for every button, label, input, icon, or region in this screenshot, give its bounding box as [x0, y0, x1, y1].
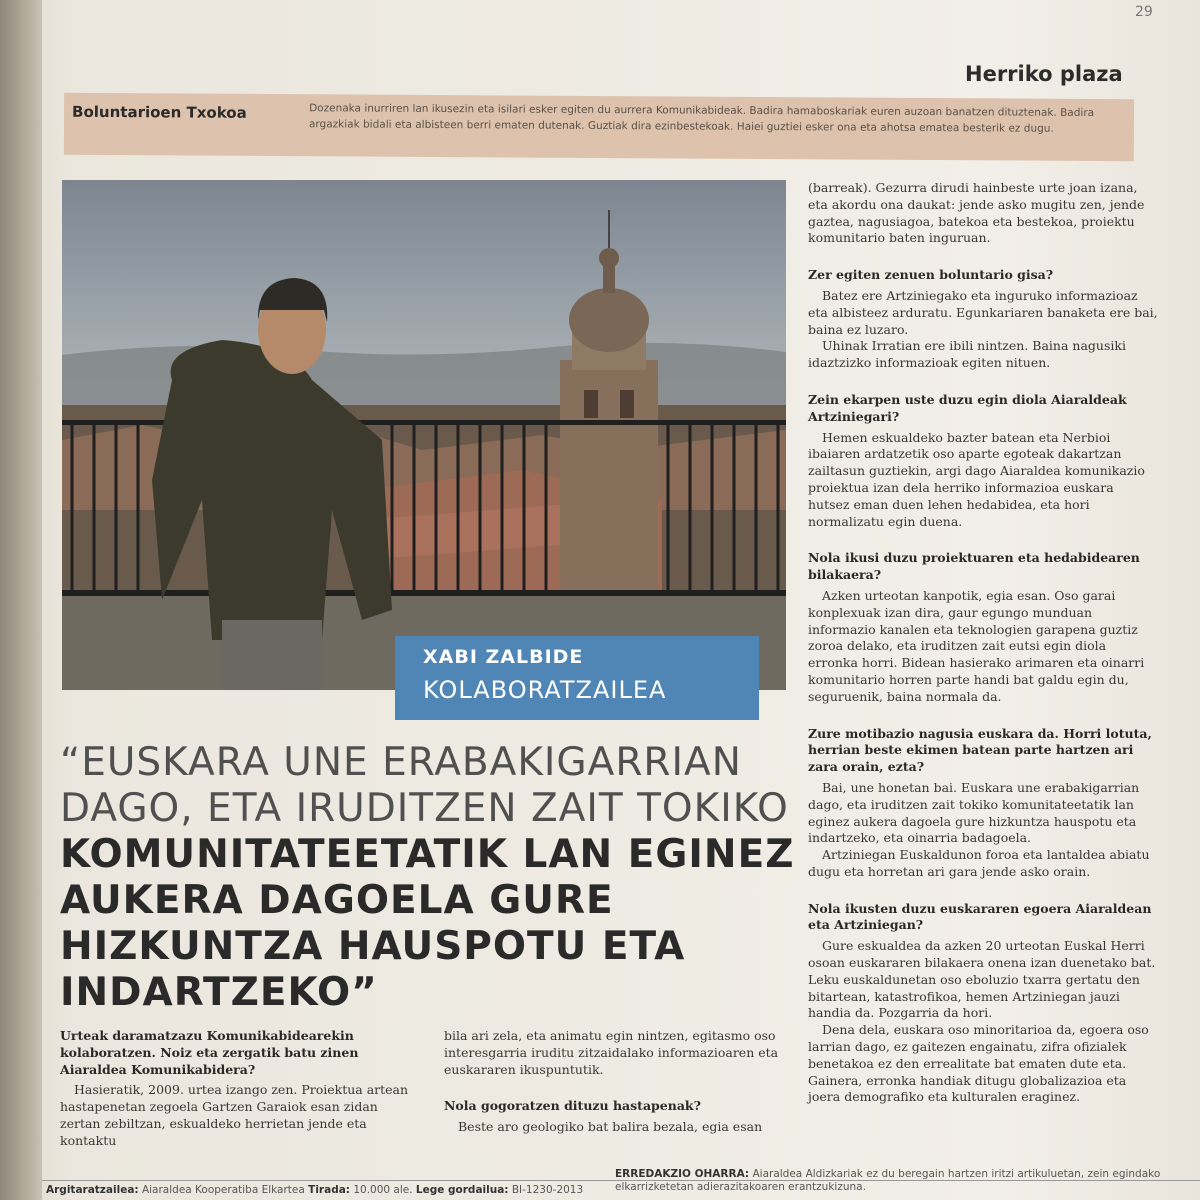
footer-imprint	[46, 1184, 606, 1197]
answer-4: Hemen eskualdeko bazter batean eta Nerbioi ibaiaren ardatzetik oso aparte egoteak dakartzan zailtasun guztiekin, argi dago Aiaraldea komunikazio proiektua izan dela herriko informazioa euskara hutsez eman duen lehen hedabidea, eta hori normalizatu egin duena.	[808, 429, 1145, 529]
footer-editorial-note	[615, 1168, 1195, 1194]
photo-illustration	[62, 180, 786, 690]
answer-2-cont: (barreak). Gezurra dirudi hainbeste urte joan izana, eta akordu ona daukat: jende asko mugitu zen, jende gaztea, nagusiagoa, batekoa eta bestekoa, proiektu komunitario baten inguruan.	[808, 180, 1145, 246]
profile-role: KOLABORATZAILEA	[423, 676, 667, 704]
question-5: Nola ikusi duzu proiektuaren eta hedabidearen bilakaera?	[808, 550, 1140, 583]
answer-1-cont: bila ari zela, eta animatu egin nintzen, egitasmo oso interesgarria iruditu zitzaidalako informazioaren eta euskararen ikuspuntutik.	[444, 1028, 779, 1077]
pull-quote	[60, 740, 800, 1016]
answer-2: Beste aro geologiko bat balira bezala, egia esan	[458, 1119, 763, 1135]
legal-deposit: BI-1230-2013	[511, 1184, 584, 1196]
page-number: 29	[1135, 4, 1153, 20]
answer-7b: Dena dela, euskara oso minoritarioa da, egoera oso larrian dago, ez gaitezen engainatu, zifra ofizialek benetakoa ez den errealitate bat ematen dute eta. Gainera, erronka handiak ditugu globalizazioa eta joera demografiko eta kulturalen eraginez.	[808, 1022, 1149, 1105]
answer-7a: Gure eskualdea da azken 20 urteotan Euskal Herri osoan euskararen bilakaera onena izan duenetako bat. Leku euskaldunetan oso eboluzio txarra gertatu den bitartean, katastrofikoa, hemen Artziniegan jauzi handia da. Pozgarria da hori.	[808, 938, 1156, 1021]
question-1: Urteak daramatzazu Komunikabidearekin kolaboratzen. Noiz eta zergatik batu zinen Aiaraldea Komunikabidera?	[60, 1028, 359, 1077]
publisher: Aiaraldea Kooperatiba Elkartea	[141, 1184, 305, 1196]
answer-3b: Uhinak Irratian ere ibili nintzen. Baina nagusiki idaztzizko informazioak egiten nituen.	[808, 338, 1126, 371]
page-gutter	[0, 0, 42, 1200]
answer-6b: Artziniegan Euskaldunon foroa eta lantaldea abiatu dugu eta horretan ari gara jende asko orain.	[808, 847, 1150, 879]
note-text: Aiaraldea Aldizkariak ez du beregain hartzen iritzi artikuluetan, zein egindako elkarrizketetan adierazitakoaren erantzukizuna.	[615, 1168, 1161, 1193]
question-4: Zein ekarpen uste duzu egin diola Aiaraldeak Artziniegari?	[808, 391, 1127, 424]
question-6: Zure motibazio nagusia euskara da. Horri lotuta, herrian beste ekimen batean parte hartzen ari zara orain, ezta?	[808, 725, 1152, 775]
profile-name: XABI ZALBIDE	[423, 646, 584, 668]
deposit-label: Lege gordailua:	[415, 1184, 509, 1196]
pull-quote-bold: KOMUNITATEETATIK LAN EGINEZ AUKERA DAGOELA GURE HIZKUNTZA HAUSPOTU ETA INDARTZEKO”	[60, 832, 795, 1015]
question-7: Nola ikusten duzu euskararen egoera Aiaraldean eta Artziniegan?	[808, 900, 1152, 933]
print-run: 10.000 ale.	[353, 1184, 413, 1196]
middle-column	[444, 1028, 789, 1136]
answer-3a: Batez ere Artziniegako eta inguruko informazioaz eta albisteez arduratu. Egunkariaren banaketa ere bai, baina ez luzaro.	[808, 287, 1158, 337]
pull-quote-light: “EUSKARA UNE ERABAKIGARRIAN DAGO, ETA IRUDITZEN ZAIT TOKIKO	[60, 740, 789, 831]
print-label: Tirada:	[308, 1184, 350, 1196]
right-column	[808, 180, 1158, 1106]
answer-6a: Bai, une honetan bai. Euskara une erabakigarrian dago, eta iruditzen zait tokiko komunitateetatik lan eginez aukera dagoela gure hizkuntza hauspotu eta indartzeko, eta oinarria badagoela.	[808, 779, 1140, 846]
publisher-label: Argitaratzailea:	[46, 1184, 139, 1196]
section-title: Herriko plaza	[965, 62, 1123, 86]
question-2: Nola gogoratzen dituzu hastapenak?	[444, 1098, 701, 1114]
profile-namebox	[395, 636, 759, 720]
volunteer-corner-banner	[64, 93, 1134, 162]
question-3: Zer egiten zenuen boluntario gisa?	[808, 267, 1054, 283]
banner-text: Dozenaka inurriren lan ikusezin eta isilari esker egiten du aurrera Komunikabideak. Badira hamaboskariak euren auzoan banatzen dituztenak. Badira argazkiak bidali eta albisteen berri ematen dutenak. Guztiak dira ezinbestekoak. Haiei guztiei esker ona eta ahotsa ematea besterik ez dugu.	[308, 102, 1095, 135]
portrait-photo	[62, 180, 786, 690]
answer-5: Azken urteotan kanpotik, egia esan. Oso garai konplexuak izan dira, gaur egungo munduan informazio kanalen eta teknologien garapena guztiz zoroa delako, eta iruditzen zait eutsi egin diola erronka horri. Bidean hasierako arimaren eta oinarri komunitario horren parte handi bat galdu egin du, seguruenik, baina normala da.	[808, 587, 1145, 704]
left-column	[60, 1028, 420, 1150]
banner-title: Boluntarioen Txokoa	[72, 102, 247, 122]
note-label: ERREDAKZIO OHARRA:	[615, 1168, 750, 1180]
answer-1: Hasieratik, 2009. urtea izango zen. Proiektua artean hastapenetan zegoela Gartzen Garaiok esan zidan zertan zebiltzan, eskualdeko herrietan jende eta kontaktu	[60, 1082, 409, 1148]
